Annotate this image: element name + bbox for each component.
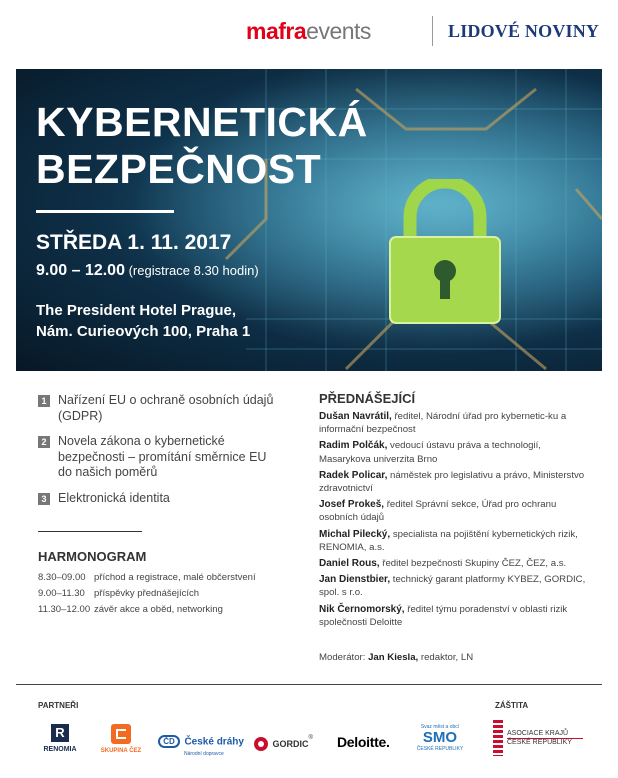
gordic-mark-icon xyxy=(254,737,268,751)
speaker-item: Josef Prokeš, ředitel Správní sekce, Úřad pro ochranu osobních údajů xyxy=(319,499,557,524)
akcr-logo: ASOCIACE KRAJŮ ČESKÉ REPUBLIKY xyxy=(493,720,583,746)
ceske-drahy-logo: ČD České dráhy Národní dopravce xyxy=(158,733,244,757)
cd-mark-icon: ČD xyxy=(158,735,180,748)
topic-item: 1 Nařízení EU o ochraně osobních údajů (GDPR) xyxy=(38,393,278,424)
deloitte-logo: Deloitte. xyxy=(337,734,390,750)
title-underline xyxy=(36,210,174,213)
speaker-item: Radim Polčák, vedoucí ústavu práva a technologií, Masarykova univerzita Brno xyxy=(319,440,541,465)
harmonogram-row: 9.00–11.30 příspěvky přednášejících xyxy=(38,588,200,599)
event-date: STŘEDA 1. 11. 2017 xyxy=(36,231,232,254)
header-logos xyxy=(0,10,618,52)
harmonogram-row: 11.30–12.00 závěr akce a oběd, networking xyxy=(38,604,223,615)
partners-label: PARTNEŘI xyxy=(38,701,79,710)
gordic-logo: GORDIC® xyxy=(254,735,320,753)
topic-number: 3 xyxy=(38,493,50,505)
renomia-logo: R RENOMIA xyxy=(43,725,77,753)
event-time: 9.00 – 12.00 (registrace 8.30 hodin) xyxy=(36,262,259,279)
topic-number: 2 xyxy=(38,436,50,448)
speaker-item: Jan Dienstbier, technický garant platformy KYBEZ, GORDIC, spol. s r.o. xyxy=(319,574,586,599)
footer-divider xyxy=(16,684,602,685)
venue-line-2: Nám. Curieových 100, Praha 1 xyxy=(36,323,251,340)
hero-banner xyxy=(16,69,602,371)
event-title: KYBERNETICKÁ BEZPEČNOST xyxy=(36,99,368,192)
logo-divider xyxy=(432,16,433,46)
harmonogram-row: 8.30–09.00 příchod a registrace, malé občerstvení xyxy=(38,572,256,583)
topic-item: 3 Elektronická identita xyxy=(38,491,278,507)
venue-line-1: The President Hotel Prague, xyxy=(36,302,237,319)
speakers-title: PŘEDNÁŠEJÍCÍ xyxy=(319,391,416,406)
section-divider xyxy=(38,531,142,532)
topic-number: 1 xyxy=(38,395,50,407)
speaker-item: Daniel Rous, ředitel bezpečnosti Skupiny ČEZ, ČEZ, a.s. xyxy=(319,558,567,570)
akcr-stripes-icon xyxy=(493,720,503,756)
speaker-item: Radek Policar, náměstek pro legislativu a právo, Ministerstvo zdravotnictví xyxy=(319,469,585,495)
cez-mark-icon xyxy=(111,724,131,744)
smo-logo: Svaz měst a obcí SMO ČESKÉ REPUBLIKY xyxy=(416,724,464,752)
speaker-item: Michal Pilecký, specialista na pojištění kybernetických rizik, RENOMIA, a.s. xyxy=(319,528,578,553)
renomia-mark-icon: R xyxy=(51,724,69,742)
padlock-icon xyxy=(380,179,510,329)
patronage-label: ZÁŠTITA xyxy=(495,701,529,710)
lidove-noviny-logo: LIDOVÉ NOVINY xyxy=(448,21,600,41)
mafra-events-logo: mafraevents xyxy=(246,18,371,44)
harmonogram-table xyxy=(38,570,298,618)
moderator: Moderátor: Jan Kiesla, redaktor, LN xyxy=(319,652,474,663)
speakers-list xyxy=(319,410,589,632)
topic-item: 2 Novela zákona o kybernetické bezpečnosti – promítání směrnice EU do našich poměrů xyxy=(38,434,278,481)
speaker-item: Dušan Navrátil, ředitel, Národní úřad pro kybernetic-ku a informační bezpečnost xyxy=(319,411,567,436)
topics-list xyxy=(38,393,278,516)
cez-logo: SKUPINA ČEZ xyxy=(96,724,146,754)
harmonogram-title: HARMONOGRAM xyxy=(38,549,147,564)
speaker-item: Nik Černomorský, ředitel týmu poradenství v oblasti rizik společnosti Deloitte xyxy=(319,603,568,628)
